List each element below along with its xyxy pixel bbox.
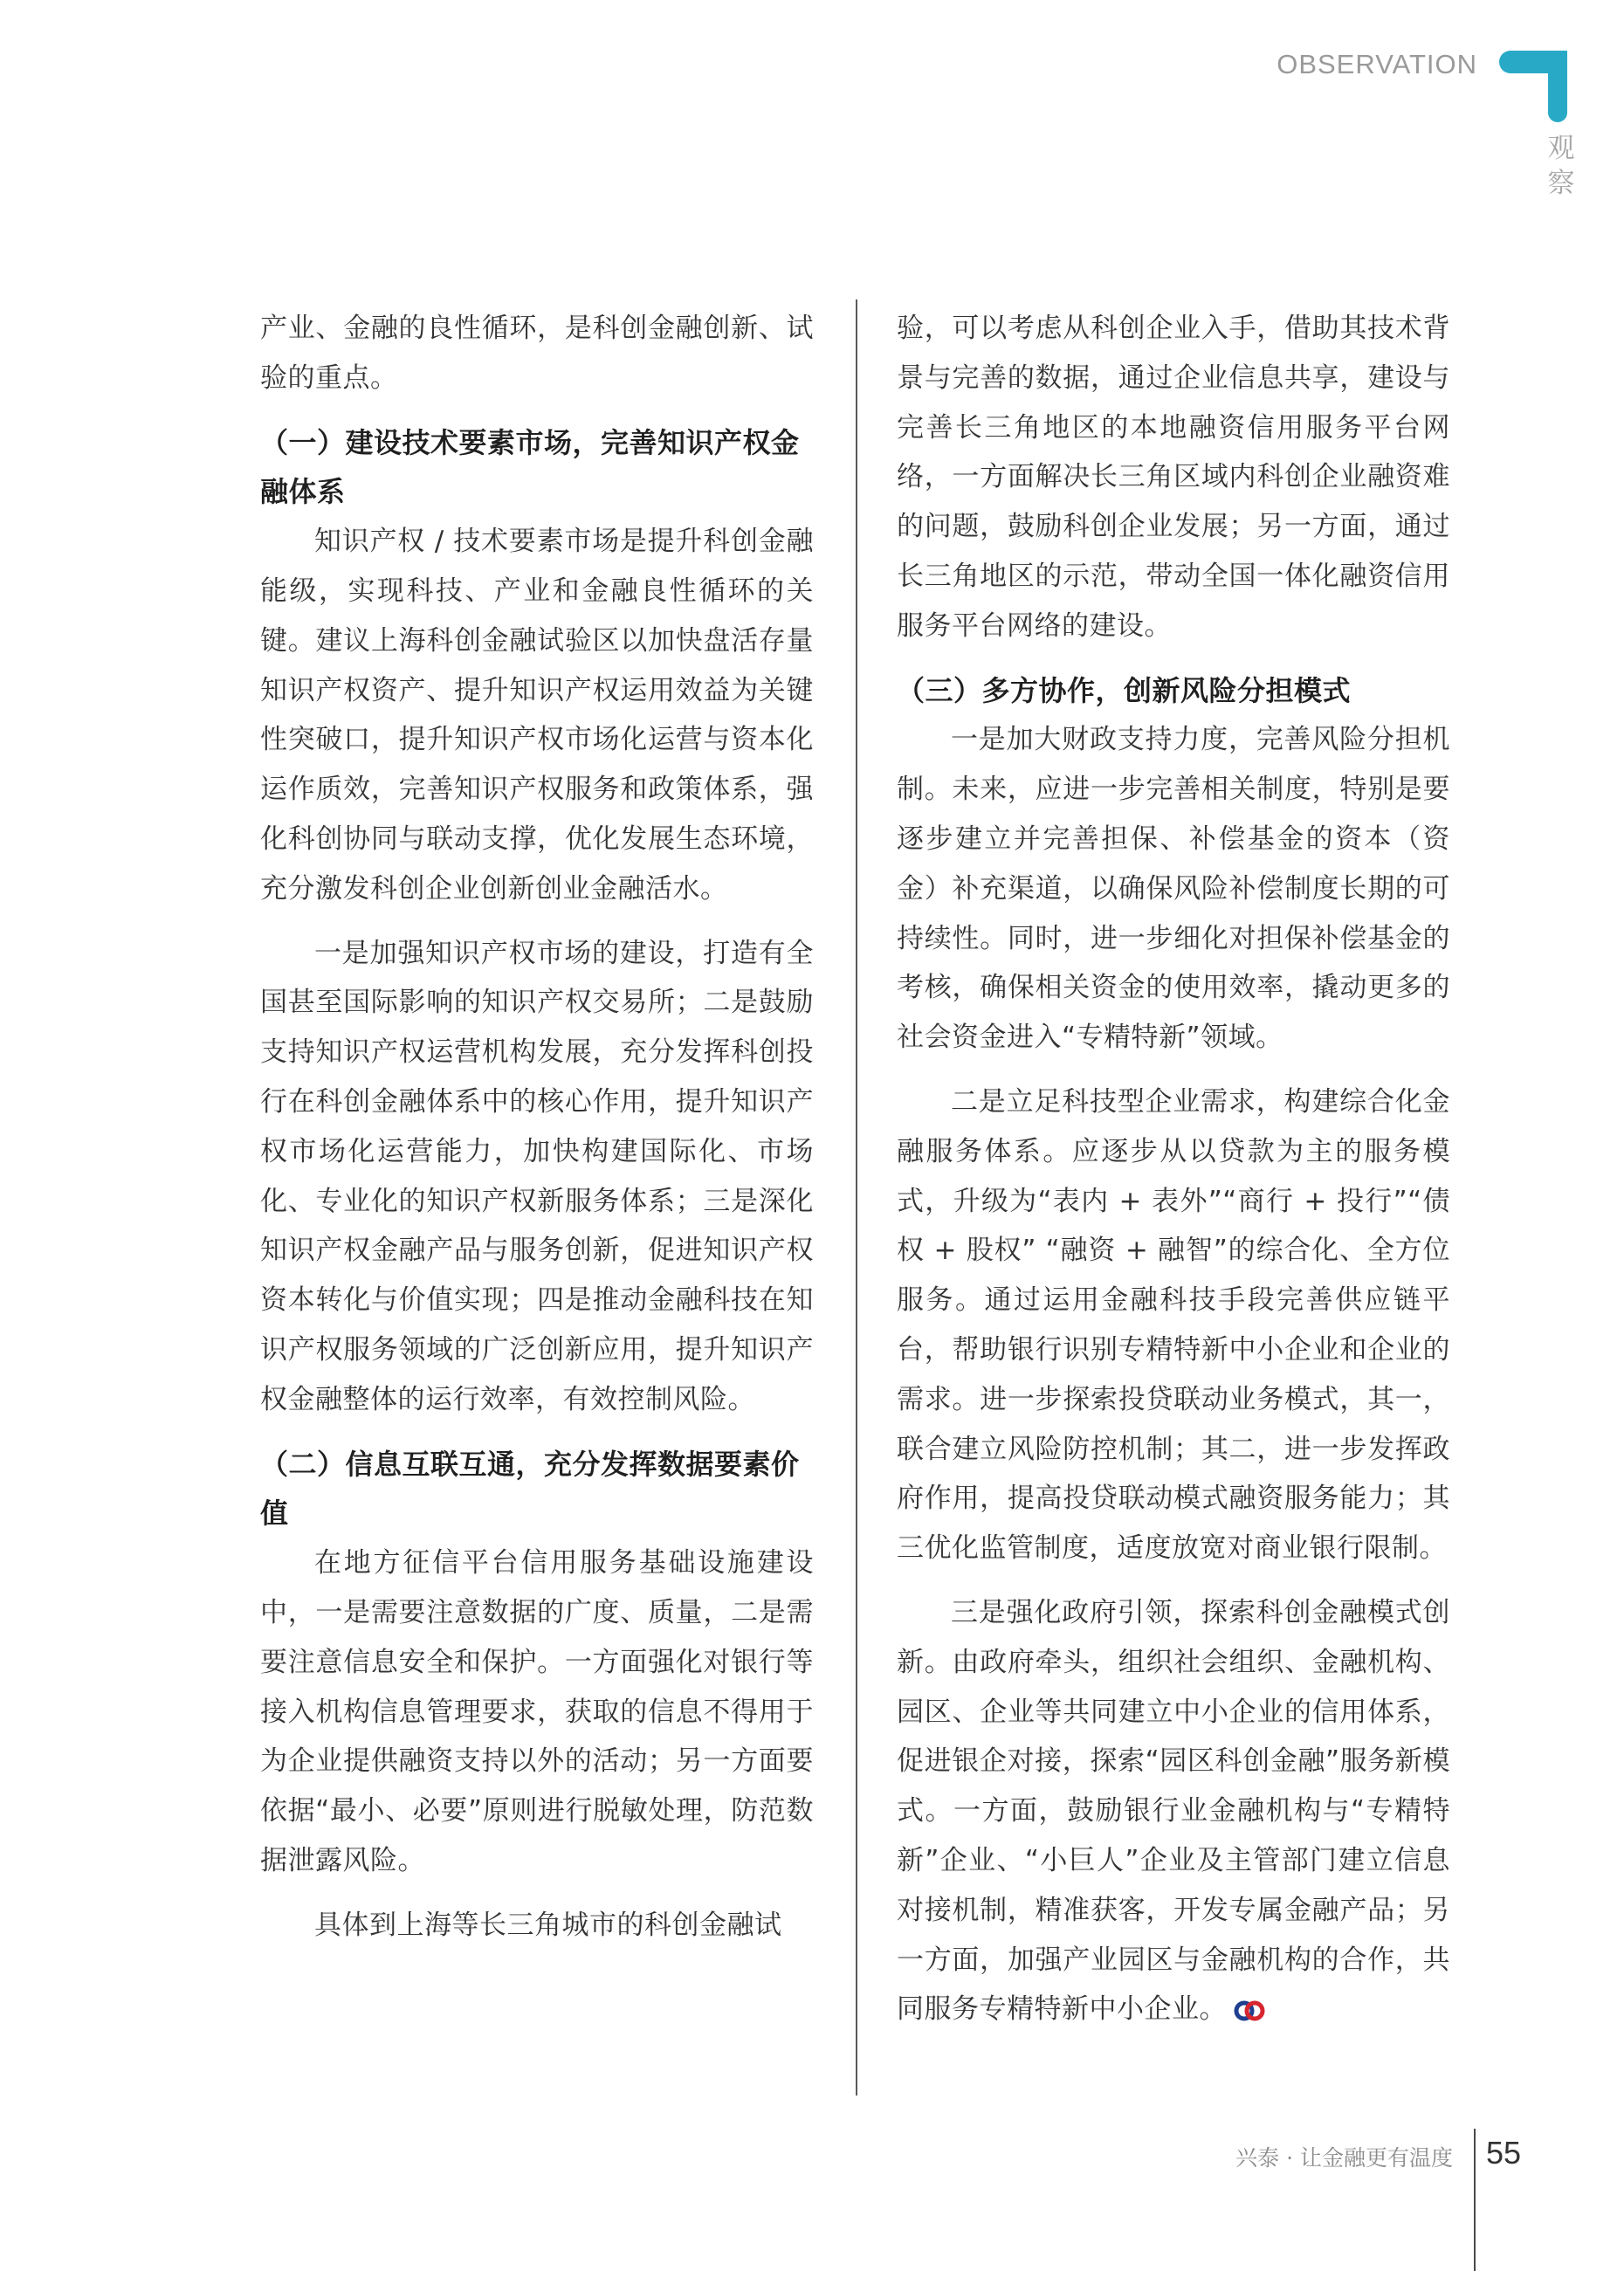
paragraph: 具体到上海等长三角城市的科创金融试 (314, 1909, 782, 1941)
paragraph: 知识产权 / 技术要素市场是提升科创金融能级，实现科技、产业和金融良性循环的关键。建议上海科创金融试验区以加快盘活存量知识产权资产、提升知识产权运用效益为关键性突破口，提升知识产权市场化运营与资本化运作质效，完善知识产权服务和政策体系，强化科创协同与联动支撑，优化发展生态环境，充分激发科创企业创新创业金融活水。 (260, 526, 814, 905)
left-column (260, 304, 814, 1951)
paragraph: 一是加大财政支持力度，完善风险分担机制。未来，应进一步完善相关制度，特别是要逐步建立并完善担保、补偿基金的资本（资金）补充渠道，以确保风险补偿制度长期的可持续性。同时，进一步细化对担保补偿基金的考核，确保相关资金的使用效率，撬动更多的社会资金进入“专精特新”领域。 (897, 724, 1450, 1054)
paragraph (897, 1588, 1450, 2034)
corner-accent-mark (1499, 51, 1567, 122)
section-title-char-2: 察 (1547, 168, 1575, 199)
right-column (897, 304, 1450, 2034)
paragraph-text: 三是强化政府引领，探索科创金融模式创新。由政府牵头，组织社会组织、金融机构、园区、企业等共同建立中小企业的信用体系，促进银企对接，探索“园区科创金融”服务新模式。一方面，鼓励银行业金融机构与“专精特新”企业、“小巨人”企业及主管部门建立信息对接机制，精准获客，开发专属金融产品；另一方面，加强产业园区与金融机构的合作，共同服务专精特新中小企业。 (897, 1596, 1450, 2026)
section-heading: （一）建设技术要素市场，完善知识产权金融体系 (260, 425, 800, 509)
section-title-vertical (1544, 131, 1579, 201)
paragraph: 一是加强知识产权市场的建设，打造有全国甚至国际影响的知识产权交易所；二是鼓励支持知识产权运营机构发展，充分发挥科创投行在科创金融体系中的核心作用，提升知识产权市场化运营能力，加快构建国际化、市场化、专业化的知识产权新服务体系；三是深化知识产权金融产品与服务创新，促进知识产权资本转化与价值实现；四是推动金融科技在知识产权服务领域的广泛创新应用，提升知识产权金融整体的运行效率，有效控制风险。 (260, 937, 814, 1415)
header-section-label: OBSERVATION (1276, 49, 1477, 79)
page-number: 55 (1486, 2135, 1522, 2171)
end-logo-icon (1232, 1999, 1267, 2022)
section-title-char-1: 观 (1547, 133, 1575, 164)
paragraph: 验，可以考虑从科创企业入手，借助其技术背景与完善的数据，通过企业信息共享，建设与完善长三角地区的本地融资信用服务平台网络，一方面解决长三角区域内科创企业融资难的问题，鼓励科创企业发展；另一方面，通过长三角地区的示范，带动全国一体化融资信用服务平台网络的建设。 (897, 313, 1450, 642)
column-divider (856, 299, 857, 2096)
section-heading: （三）多方协作，创新风险分担模式 (897, 673, 1352, 707)
paragraph: 在地方征信平台信用服务基础设施建设中，一是需要注意数据的广度、质量，二是需要注意信息安全和保护。一方面强化对银行等接入机构信息管理要求，获取的信息不得用于为企业提供融资支持以外的活动；另一方面要依据“最小、必要”原则进行脱敏处理，防范数据泄露风险。 (260, 1547, 814, 1876)
paragraph: 产业、金融的良性循环，是科创金融创新、试验的重点。 (260, 313, 814, 394)
footer-divider (1474, 2129, 1476, 2271)
section-heading: （二）信息互联互通，充分发挥数据要素价值 (260, 1447, 800, 1531)
paragraph: 二是立足科技型企业需求，构建综合化金融服务体系。应逐步从以贷款为主的服务模式，升级为“表内 + 表外”“商行 + 投行”“债权 + 股权” “融资 + 融智”的综合化、全方位服务。通过运用金融科技手段完善供应链平台，帮助银行识别专精特新中小企业和企业的需求。进一步探索投贷联动业务模式，其一，联合建立风险防控机制；其二，进一步发挥政府作用，提高投贷联动模式融资服务能力；其三优化监管制度，适度放宽对商业银行限制。 (897, 1085, 1450, 1565)
footer-slogan: 兴泰 · 让金融更有温度 (1235, 2145, 1453, 2171)
